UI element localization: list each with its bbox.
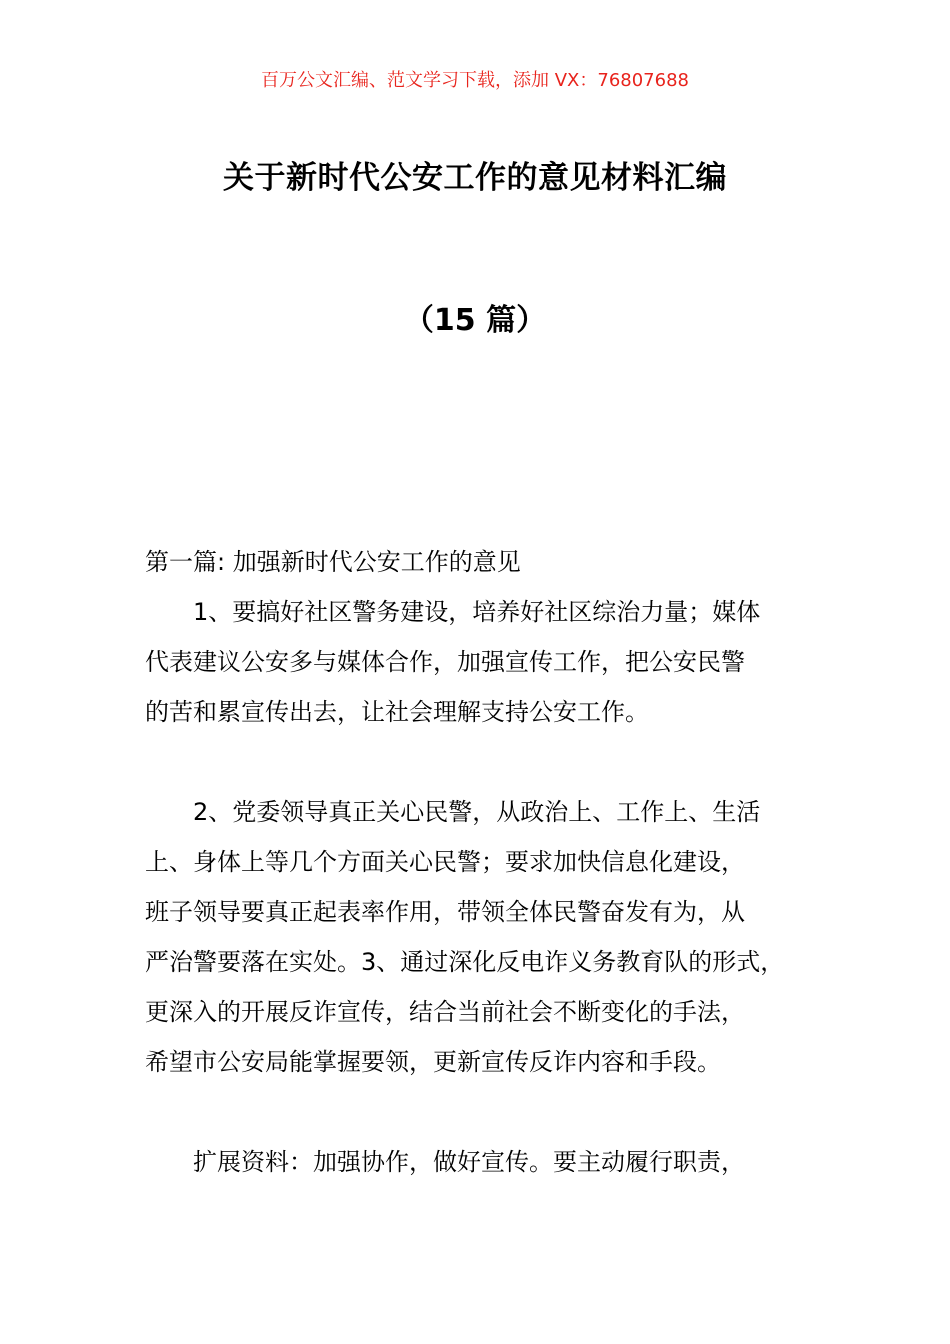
paragraph-1-line: 的苦和累宣传出去，让社会理解支持公安工作。 [145, 698, 649, 726]
header-note: 百万公文汇编、范文学习下载，添加 VX：76807688 [261, 70, 689, 91]
paragraph-2-line: 更深入的开展反诈宣传，结合当前社会不断变化的手法， [145, 998, 745, 1026]
paragraph-gap [145, 1087, 835, 1137]
paragraph-2-line: 班子领导要真正起表率作用，带领全体民警奋发有为，从 [145, 898, 745, 926]
paragraph-2-line: 严治警要落在实处。3、通过深化反电诈义务教育队的形式， [145, 948, 785, 976]
section-heading: 第一篇: 加强新时代公安工作的意见 [145, 548, 521, 576]
paragraph-1-line: 代表建议公安多与媒体合作，加强宣传工作，把公安民警 [145, 648, 745, 676]
paragraph-1-line: 1、要搞好社区警务建设，培养好社区综治力量；媒体 [193, 598, 761, 626]
paragraph-2-line: 希望市公安局能掌握要领，更新宣传反诈内容和手段。 [145, 1048, 721, 1076]
paragraph-2-line: 2、党委领导真正关心民警，从政治上、工作上、生活 [193, 798, 761, 826]
paragraph-3-line: 扩展资料：加强协作，做好宣传。要主动履行职责， [193, 1148, 745, 1176]
document-subtitle: （15 篇） [403, 303, 547, 338]
document-body [145, 537, 835, 1187]
paragraph-gap [145, 737, 835, 787]
document-title: 关于新时代公安工作的意见材料汇编 [223, 160, 727, 196]
paragraph-2-line: 上、身体上等几个方面关心民警；要求加快信息化建设， [145, 848, 745, 876]
